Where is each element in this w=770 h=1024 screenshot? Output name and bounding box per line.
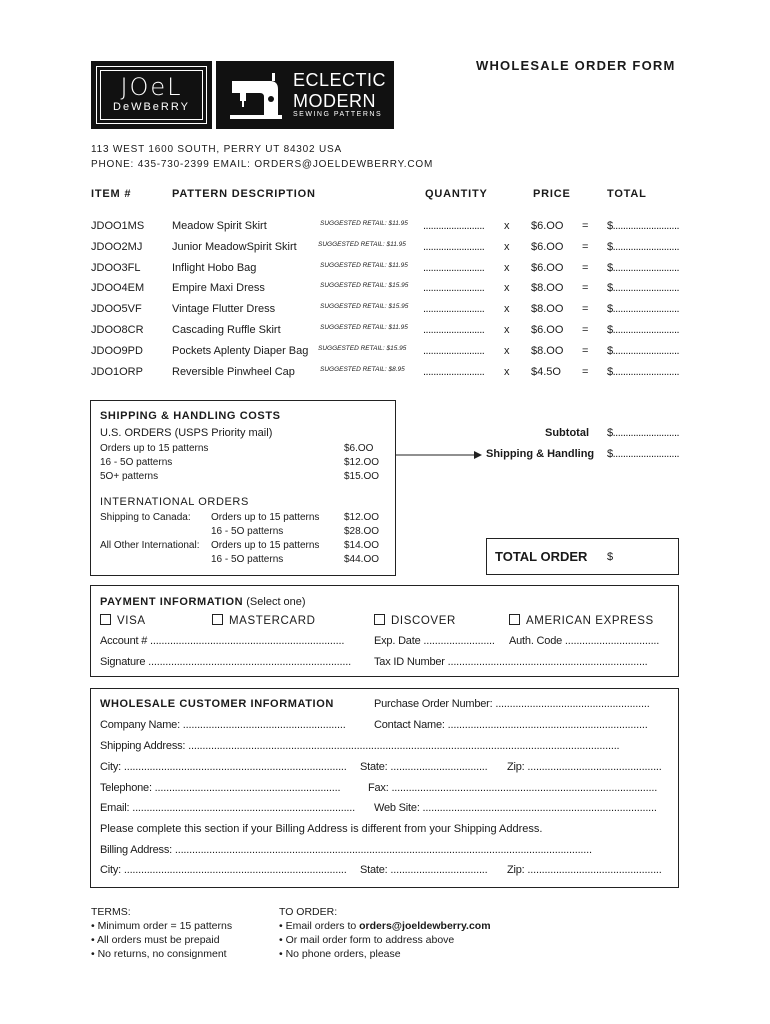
pattern-description: Pockets Aplenty Diaper Bag xyxy=(172,345,309,357)
item-number: JDOO3FL xyxy=(91,262,141,274)
multiply-sign: x xyxy=(504,324,510,336)
order-email-link[interactable]: orders@joeldewberry.com xyxy=(359,920,491,932)
logo-modern: MODERN xyxy=(293,91,376,111)
pattern-description: Inflight Hobo Bag xyxy=(172,262,257,274)
shipping-handling-label: Shipping & Handling xyxy=(486,448,595,460)
to-order-item-text: • Email orders to xyxy=(279,920,360,932)
line-total-field[interactable]: $.......................... xyxy=(607,366,680,378)
equals-sign: = xyxy=(582,345,589,357)
item-number: JDOO9PD xyxy=(91,345,143,357)
header-quantity: QUANTITY xyxy=(425,188,488,200)
equals-sign: = xyxy=(582,282,589,294)
terms-item: • Minimum order = 15 patterns xyxy=(91,920,233,932)
contact-line: PHONE: 435-730-2399 EMAIL: ORDERS@JOELDEWBERRY.COM xyxy=(91,159,434,170)
subtotal-label: Subtotal xyxy=(545,427,589,439)
to-order-item: • Or mail order form to address above xyxy=(279,934,455,946)
fax-field[interactable]: Fax: ............................................................................................. xyxy=(368,782,658,794)
suggested-retail: SUGGESTED RETAIL: $8.95 xyxy=(320,366,405,373)
sewing-machine-icon xyxy=(226,67,286,123)
suggested-retail: SUGGESTED RETAIL: $15.95 xyxy=(320,303,409,310)
pattern-description: Cascading Ruffle Skirt xyxy=(172,324,281,336)
shipping-address-field[interactable]: Shipping Address: ....................................................................................................................................................... xyxy=(100,740,620,752)
table-row xyxy=(91,220,681,240)
form-title: WHOLESALE ORDER FORM xyxy=(476,58,676,73)
item-number: JDOO2MJ xyxy=(91,241,143,253)
equals-sign: = xyxy=(582,241,589,253)
suggested-retail: SUGGESTED RETAIL: $11.95 xyxy=(318,241,406,248)
visa-option[interactable] xyxy=(100,614,146,627)
quantity-field[interactable]: ........................ xyxy=(423,282,485,294)
multiply-sign: x xyxy=(504,220,510,232)
logo-joel-sub: DeWBeRRY xyxy=(113,101,190,113)
quantity-field[interactable]: ........................ xyxy=(423,220,485,232)
unit-price: $8.OO xyxy=(531,303,564,315)
quantity-field[interactable]: ........................ xyxy=(423,366,485,378)
table-row xyxy=(91,282,681,302)
pattern-description: Junior MeadowSpirit Skirt xyxy=(172,241,297,253)
company-name-field[interactable]: Company Name: ......................................................... xyxy=(100,719,346,731)
discover-option[interactable] xyxy=(374,614,456,627)
multiply-sign: x xyxy=(504,282,510,294)
table-row xyxy=(91,303,681,323)
intl-shipping-tier: Orders up to 15 patterns xyxy=(211,512,320,523)
subtotal-value[interactable]: $.......................... xyxy=(607,427,680,439)
telephone-field[interactable]: Telephone: ................................................................. xyxy=(100,782,341,794)
unit-price: $8.OO xyxy=(531,282,564,294)
item-number: JDOO8CR xyxy=(91,324,144,336)
customer-title: WHOLESALE CUSTOMER INFORMATION xyxy=(100,698,334,710)
tax-id-field[interactable]: Tax ID Number ...................................................................... xyxy=(374,656,648,668)
to-order-item xyxy=(279,920,491,932)
us-shipping-price: $6.OO xyxy=(344,443,374,454)
exp-date-field[interactable]: Exp. Date ......................... xyxy=(374,635,495,647)
mastercard-label: MASTERCARD xyxy=(229,615,316,627)
suggested-retail: SUGGESTED RETAIL: $11.95 xyxy=(320,262,408,269)
line-total-field[interactable]: $.......................... xyxy=(607,220,680,232)
table-row xyxy=(91,241,681,261)
po-number-field[interactable]: Purchase Order Number: ...................................................... xyxy=(374,698,650,710)
suggested-retail: SUGGESTED RETAIL: $15.95 xyxy=(320,282,409,289)
intl-shipping-price: $44.OO xyxy=(344,554,380,565)
visa-checkbox[interactable] xyxy=(100,614,111,625)
logo-joel-name: JOeL xyxy=(120,73,183,101)
multiply-sign: x xyxy=(504,262,510,274)
intl-shipping-tier: Orders up to 15 patterns xyxy=(211,540,320,551)
line-total-field[interactable]: $.......................... xyxy=(607,303,680,315)
shipping-handling-value[interactable]: $.......................... xyxy=(607,448,680,460)
unit-price: $6.OO xyxy=(531,324,564,336)
intl-shipping-price: $14.OO xyxy=(344,540,380,551)
payment-title-note: (Select one) xyxy=(246,596,306,608)
intl-shipping-tier: 16 - 5O patterns xyxy=(211,554,284,565)
table-row xyxy=(91,324,681,344)
email-field[interactable]: Email: .............................................................................. xyxy=(100,802,355,814)
pattern-description: Vintage Flutter Dress xyxy=(172,303,276,315)
mastercard-checkbox[interactable] xyxy=(212,614,223,625)
total-order-label: TOTAL ORDER xyxy=(495,549,588,564)
unit-price: $8.OO xyxy=(531,345,564,357)
pattern-description: Empire Maxi Dress xyxy=(172,282,265,294)
header-item: ITEM # xyxy=(91,188,132,200)
us-shipping-price: $12.OO xyxy=(344,457,380,468)
signature-field[interactable]: Signature ....................................................................... xyxy=(100,656,351,668)
billing-city-field[interactable]: City: .............................................................................. xyxy=(100,864,347,876)
intl-region: Shipping to Canada: xyxy=(100,512,191,523)
billing-state-field[interactable]: State: .................................. xyxy=(360,864,488,876)
table-row xyxy=(91,345,681,365)
intl-region: All Other International: xyxy=(100,540,200,551)
city-field[interactable]: City: .............................................................................. xyxy=(100,761,347,773)
item-number: JDOO1MS xyxy=(91,220,145,232)
line-total-field[interactable]: $.......................... xyxy=(607,262,680,274)
unit-price: $6.OO xyxy=(531,241,564,253)
multiply-sign: x xyxy=(504,366,510,378)
state-field[interactable]: State: .................................. xyxy=(360,761,488,773)
amex-label: AMERICAN EXPRESS xyxy=(526,615,654,627)
payment-title-row xyxy=(100,596,306,608)
logo-eclectic: ECLECTIC xyxy=(293,70,387,90)
multiply-sign: x xyxy=(504,345,510,357)
discover-label: DISCOVER xyxy=(391,615,456,627)
header-total: TOTAL xyxy=(607,188,647,200)
payment-title: PAYMENT INFORMATION xyxy=(100,596,244,608)
intl-shipping-price: $12.OO xyxy=(344,512,380,523)
intl-shipping-price: $28.OO xyxy=(344,526,380,537)
equals-sign: = xyxy=(582,324,589,336)
table-row xyxy=(91,262,681,282)
zip-field[interactable]: Zip: ............................................... xyxy=(507,761,662,773)
equals-sign: = xyxy=(582,262,589,274)
equals-sign: = xyxy=(582,303,589,315)
multiply-sign: x xyxy=(504,241,510,253)
table-row xyxy=(91,366,681,386)
intl-shipping-tier: 16 - 5O patterns xyxy=(211,526,284,537)
quantity-field[interactable]: ........................ xyxy=(423,324,485,336)
us-shipping-price: $15.OO xyxy=(344,471,380,482)
discover-checkbox[interactable] xyxy=(374,614,385,625)
item-number: JDO1ORP xyxy=(91,366,143,378)
item-number: JDOO4EM xyxy=(91,282,145,294)
shipping-title: SHIPPING & HANDLING COSTS xyxy=(100,410,281,422)
billing-address-field[interactable]: Billing Address: .................................................................................................................................................. xyxy=(100,844,592,856)
suggested-retail: SUGGESTED RETAIL: $15.95 xyxy=(318,345,407,352)
line-total-field[interactable]: $.......................... xyxy=(607,241,680,253)
terms-title: TERMS: xyxy=(91,906,131,918)
address-line: 113 WEST 1600 SOUTH, PERRY UT 84302 USA xyxy=(91,144,342,155)
quantity-field[interactable]: ........................ xyxy=(423,262,485,274)
line-total-field[interactable]: $.......................... xyxy=(607,345,680,357)
suggested-retail: SUGGESTED RETAIL: $11.95 xyxy=(320,220,408,227)
us-orders-title: U.S. ORDERS (USPS Priority mail) xyxy=(100,427,273,439)
unit-price: $4.5O xyxy=(531,366,561,378)
intl-orders-title: INTERNATIONAL ORDERS xyxy=(100,496,249,508)
amex-checkbox[interactable] xyxy=(509,614,520,625)
us-shipping-tier: Orders up to 15 patterns xyxy=(100,443,209,454)
mastercard-option[interactable] xyxy=(212,614,316,627)
multiply-sign: x xyxy=(504,303,510,315)
line-total-field[interactable]: $.......................... xyxy=(607,282,680,294)
unit-price: $6.OO xyxy=(531,262,564,274)
website-field[interactable]: Web Site: .................................................................................. xyxy=(374,802,657,814)
line-total-field[interactable]: $.......................... xyxy=(607,324,680,336)
account-field[interactable]: Account # .................................................................... xyxy=(100,635,345,647)
equals-sign: = xyxy=(582,366,589,378)
eclectic-modern-logo xyxy=(216,61,394,129)
total-order-value[interactable]: $ xyxy=(607,551,614,563)
joel-dewberry-logo xyxy=(91,61,212,129)
to-order-item: • No phone orders, please xyxy=(279,948,401,960)
amex-option[interactable] xyxy=(509,614,654,627)
arrow-icon xyxy=(396,448,482,462)
billing-zip-field[interactable]: Zip: ............................................... xyxy=(507,864,662,876)
quantity-field[interactable]: ........................ xyxy=(423,303,485,315)
header-price: PRICE xyxy=(533,188,571,200)
item-number: JDOO5VF xyxy=(91,303,142,315)
contact-name-field[interactable]: Contact Name: ...................................................................... xyxy=(374,719,648,731)
equals-sign: = xyxy=(582,220,589,232)
auth-code-field[interactable]: Auth. Code ................................. xyxy=(509,635,660,647)
terms-item: • No returns, no consignment xyxy=(91,948,227,960)
us-shipping-tier: 5O+ patterns xyxy=(100,471,159,482)
pattern-description: Meadow Spirit Skirt xyxy=(172,220,267,232)
pattern-description: Reversible Pinwheel Cap xyxy=(172,366,295,378)
suggested-retail: SUGGESTED RETAIL: $11.95 xyxy=(320,324,408,331)
header-description: PATTERN DESCRIPTION xyxy=(172,188,316,200)
us-shipping-tier: 16 - 5O patterns xyxy=(100,457,173,468)
quantity-field[interactable]: ........................ xyxy=(423,345,485,357)
logo-sewing-patterns: SEWING PATTERNS xyxy=(293,111,383,118)
billing-note: Please complete this section if your Billing Address is different from your Shipping Address. xyxy=(100,823,543,835)
unit-price: $6.OO xyxy=(531,220,564,232)
visa-label: VISA xyxy=(117,615,146,627)
to-order-title: TO ORDER: xyxy=(279,906,338,918)
terms-item: • All orders must be prepaid xyxy=(91,934,220,946)
quantity-field[interactable]: ........................ xyxy=(423,241,485,253)
